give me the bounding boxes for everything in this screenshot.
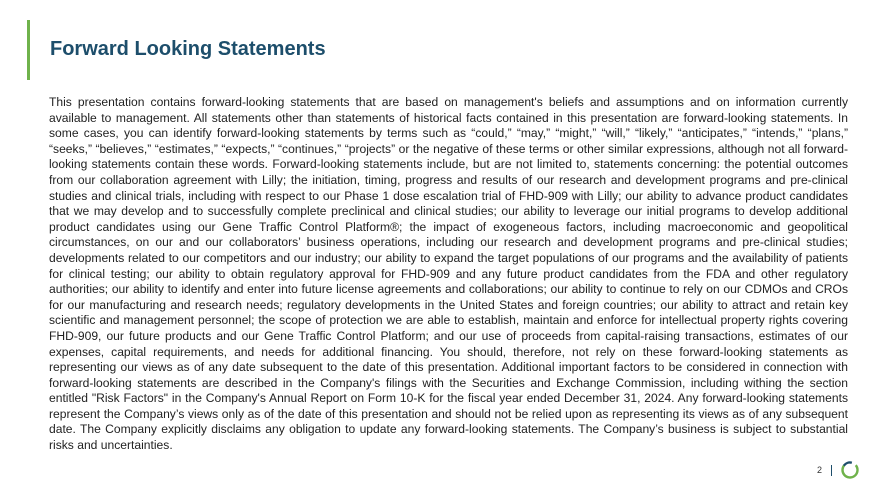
page-number: 2 bbox=[816, 465, 822, 475]
page-title: Forward Looking Statements bbox=[50, 38, 326, 60]
footer-divider bbox=[831, 465, 832, 476]
disclaimer-body-text: This presentation contains forward-looking statements that are based on management's beliefs and assumptions and on information currently available to management. All statements other than statements of historical facts contained in this presentation are forward-looking statements. In some cases, you can identify forward-looking statements by terms such as “could,” “may,” “might,” “will,” “likely,” “anticipates,” “intends,” “plans,” “seeks,” “believes,” “estimates,” “expects,” “continues,” “projects” or the negative of these terms or other similar expressions, although not all forward-looking statements contain these words. Forward-looking statements include, but are not limited to, statements concerning: the potential outcomes from our collaboration agreement with Lilly; the initiation, timing, progress and results of our research and development programs and pre-clinical studies and clinical trials, including with respect to our Phase 1 dose escalation trial of FHD-909 with Lilly; our ability to advance product candidates that we may develop and to successfully complete preclinical and clinical studies; our ability to leverage our initial programs to develop additional product candidates using our Gene Traffic Control Platform®; the impact of exogeneous factors, including macroeconomic and geopolitical circumstances, on our and our collaborators’ business operations, including our research and development programs and pre-clinical studies; developments related to our competitors and our industry; our ability to expand the target populations of our programs and the availability of patients for clinical testing; our ability to obtain regulatory approval for FHD-909 and any future product candidates from the FDA and other regulatory authorities; our ability to identify and enter into future license agreements and collaborations; our ability to continue to rely on our CDMOs and CROs for our manufacturing and research needs; regulatory developments in the United States and foreign countries; our ability to attract and retain key scientific and management personnel; the scope of protection we are able to establish, maintain and enforce for intellectual property rights covering FHD-909, our future products and our Gene Traffic Control Platform; and our use of proceeds from capital-raising transactions, estimates of our expenses, capital requirements, and needs for additional financing. You should, therefore, not rely on these forward-looking statements as representing our views as of any date subsequent to the date of this presentation. Additional important factors to be considered in connection with forward-looking statements are described in the Company's filings with the Securities and Exchange Commission, including withing the section entitled "Risk Factors" in the Company's Annual Report on Form 10-K for the fiscal year ended December 31, 2024. Any forward-looking statements represent the Company’s views only as of the date of this presentation and should not be relied upon as representing its views as of any subsequent date. The Company explicitly disclaims any obligation to update any forward-looking statements. The Company’s business is subject to substantial risks and uncertainties. bbox=[49, 95, 848, 453]
ring-logo-icon bbox=[840, 460, 860, 480]
slide-footer bbox=[817, 459, 860, 481]
title-accent-bar bbox=[27, 20, 30, 80]
